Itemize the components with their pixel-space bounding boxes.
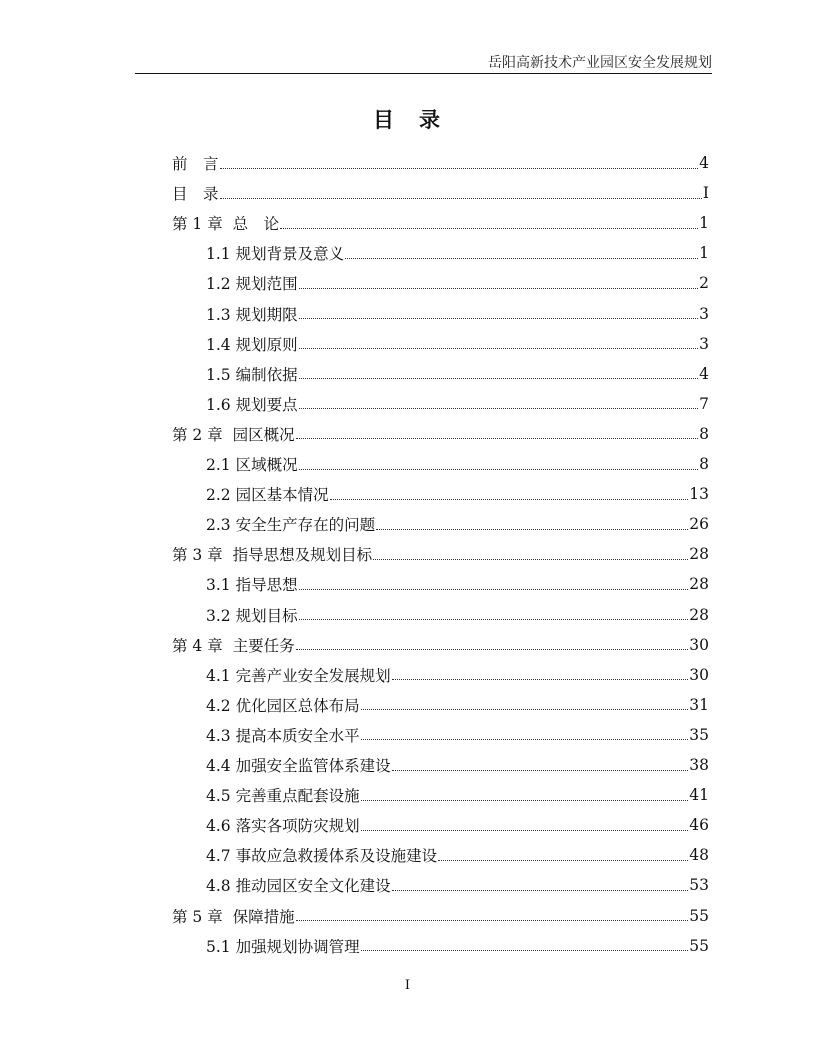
toc-dot-leader — [299, 288, 699, 289]
toc-dot-leader — [361, 830, 689, 831]
toc-entry-label: 第 3 章 指导思想及规划目标 — [172, 546, 373, 565]
toc-entry-page: 46 — [689, 816, 709, 835]
toc-entry-page: 28 — [689, 575, 709, 594]
toc-dot-leader — [373, 559, 688, 560]
toc-entry-label: 2.2 园区基本情况 — [206, 486, 329, 505]
toc-chapter-entry[interactable] — [172, 148, 709, 178]
toc-dot-leader — [296, 920, 689, 921]
toc-entry-page: 31 — [689, 695, 709, 714]
toc-entry-page: I — [702, 184, 709, 203]
toc-section-entry[interactable] — [206, 840, 709, 870]
toc-section-entry[interactable] — [206, 750, 709, 780]
toc-section-entry[interactable] — [206, 810, 709, 840]
header-title: 岳阳高新技术产业园区安全发展规划 — [488, 55, 712, 71]
toc-dot-leader — [361, 800, 689, 801]
toc-entry-label: 1.4 规划原则 — [206, 335, 298, 354]
toc-entry-label: 第 1 章 总 论 — [172, 215, 280, 234]
toc-chapter-entry[interactable] — [172, 178, 709, 208]
toc-section-entry[interactable] — [206, 720, 709, 750]
toc-dot-leader — [299, 589, 689, 590]
toc-entry-label: 1.6 规划要点 — [206, 395, 298, 414]
toc-dot-leader — [376, 529, 688, 530]
toc-entry-label: 1.1 规划背景及意义 — [206, 245, 345, 264]
toc-entry-label: 4.6 落实各项防灾规划 — [206, 817, 360, 836]
toc-entry-label: 4.1 完善产业安全发展规划 — [206, 666, 391, 685]
toc-section-entry[interactable] — [206, 449, 709, 479]
toc-dot-leader — [438, 860, 688, 861]
toc-entry-label: 4.7 事故应急救援体系及设施建设 — [206, 847, 438, 866]
toc-entry-page: 13 — [689, 485, 709, 504]
toc-entry-label: 4.4 加强安全监管体系建设 — [206, 757, 391, 775]
header-divider — [135, 73, 712, 74]
toc-entry-label: 1.3 规划期限 — [206, 305, 298, 324]
toc-dot-leader — [392, 679, 689, 680]
toc-dot-leader — [299, 378, 699, 379]
toc-dot-leader — [296, 649, 689, 650]
toc-entry-page: 30 — [689, 635, 709, 654]
toc-dot-leader — [299, 348, 699, 349]
toc-entry-page: 1 — [699, 214, 709, 233]
toc-section-entry[interactable] — [206, 569, 709, 599]
toc-section-entry[interactable] — [206, 660, 709, 690]
toc-entry-label: 第 4 章 主要任务 — [172, 636, 295, 655]
toc-dot-leader — [220, 198, 702, 199]
toc-chapter-entry[interactable] — [172, 539, 709, 569]
toc-entry-page: 28 — [689, 545, 709, 564]
toc-entry-page: 2 — [699, 274, 709, 293]
toc-chapter-entry[interactable] — [172, 630, 709, 660]
toc-section-entry[interactable] — [206, 780, 709, 810]
toc-entry-label: 目 录 — [172, 185, 219, 204]
toc-entry-page: 55 — [689, 906, 709, 925]
toc-entry-label: 5.1 加强规划协调管理 — [206, 937, 360, 956]
toc-section-entry[interactable] — [206, 329, 709, 359]
toc-entry-page: 3 — [699, 334, 709, 353]
toc-entry-label: 4.2 优化园区总体布局 — [206, 696, 360, 715]
toc-section-entry[interactable] — [206, 931, 709, 961]
toc-entry-label: 第 2 章 园区概况 — [172, 425, 295, 444]
toc-dot-leader — [361, 709, 689, 710]
footer-page-number: I — [404, 978, 411, 993]
toc-dot-leader — [299, 318, 699, 319]
toc-entry-label: 4.3 提高本质安全水平 — [206, 726, 360, 745]
toc-chapter-entry[interactable] — [172, 208, 709, 238]
toc-entry-label: 3.2 规划目标 — [206, 606, 298, 625]
toc-dot-leader — [361, 739, 689, 740]
toc-entry-page: 4 — [699, 364, 709, 383]
toc-entry-label: 4.5 完善重点配套设施 — [206, 787, 360, 806]
toc-dot-leader — [330, 499, 689, 500]
toc-chapter-entry[interactable] — [172, 901, 709, 931]
toc-dot-leader — [345, 258, 698, 259]
toc-entry-page: 48 — [689, 846, 709, 865]
toc-section-entry[interactable] — [206, 870, 709, 900]
toc-entry-page: 1 — [699, 244, 709, 263]
toc-entry-page: 28 — [689, 605, 709, 624]
toc-dot-leader — [361, 950, 689, 951]
toc-entry-label: 2.3 安全生产存在的问题 — [206, 516, 376, 535]
toc-entry-page: 4 — [699, 154, 709, 172]
toc-entry-label: 第 5 章 保障措施 — [172, 907, 295, 926]
toc-entry-label: 2.1 区域概况 — [206, 456, 298, 474]
toc-chapter-entry[interactable] — [172, 419, 709, 449]
toc-entry-page: 8 — [699, 424, 709, 443]
toc-dot-leader — [299, 619, 689, 620]
toc-entry-page: 26 — [689, 515, 709, 534]
toc-entry-page: 7 — [699, 394, 709, 413]
toc-dot-leader — [299, 408, 699, 409]
toc-section-entry[interactable] — [206, 359, 709, 389]
toc-dot-leader — [296, 438, 699, 439]
toc-entry-page: 38 — [689, 756, 709, 774]
toc-entry-page: 53 — [689, 876, 709, 895]
toc-section-entry[interactable] — [206, 600, 709, 630]
toc-entry-page: 30 — [689, 665, 709, 684]
toc-entry-page: 55 — [689, 936, 709, 955]
toc-dot-leader — [392, 770, 689, 771]
toc-section-entry[interactable] — [206, 479, 709, 509]
toc-section-entry[interactable] — [206, 389, 709, 419]
toc-dot-leader — [299, 469, 699, 470]
toc-entry-label: 1.2 规划范围 — [206, 275, 298, 294]
toc-section-entry[interactable] — [206, 690, 709, 720]
toc-entry-label: 1.5 编制依据 — [206, 365, 298, 384]
toc-dot-leader — [280, 228, 698, 229]
toc-entry-label: 3.1 指导思想 — [206, 576, 298, 595]
toc-dot-leader — [220, 168, 699, 169]
toc-entry-label: 前 言 — [172, 155, 219, 173]
toc-section-entry[interactable] — [206, 238, 709, 268]
toc-entry-page: 41 — [689, 786, 709, 805]
toc-entry-page: 8 — [699, 455, 709, 473]
toc-section-entry[interactable] — [206, 509, 709, 539]
toc-section-entry[interactable] — [206, 299, 709, 329]
toc-entry-page: 3 — [699, 304, 709, 323]
toc-entry-label: 4.8 推动园区安全文化建设 — [206, 877, 391, 896]
toc-title: 目 录 — [373, 107, 442, 132]
toc-section-entry[interactable] — [206, 268, 709, 298]
toc-dot-leader — [392, 890, 689, 891]
toc-entry-page: 35 — [689, 725, 709, 744]
